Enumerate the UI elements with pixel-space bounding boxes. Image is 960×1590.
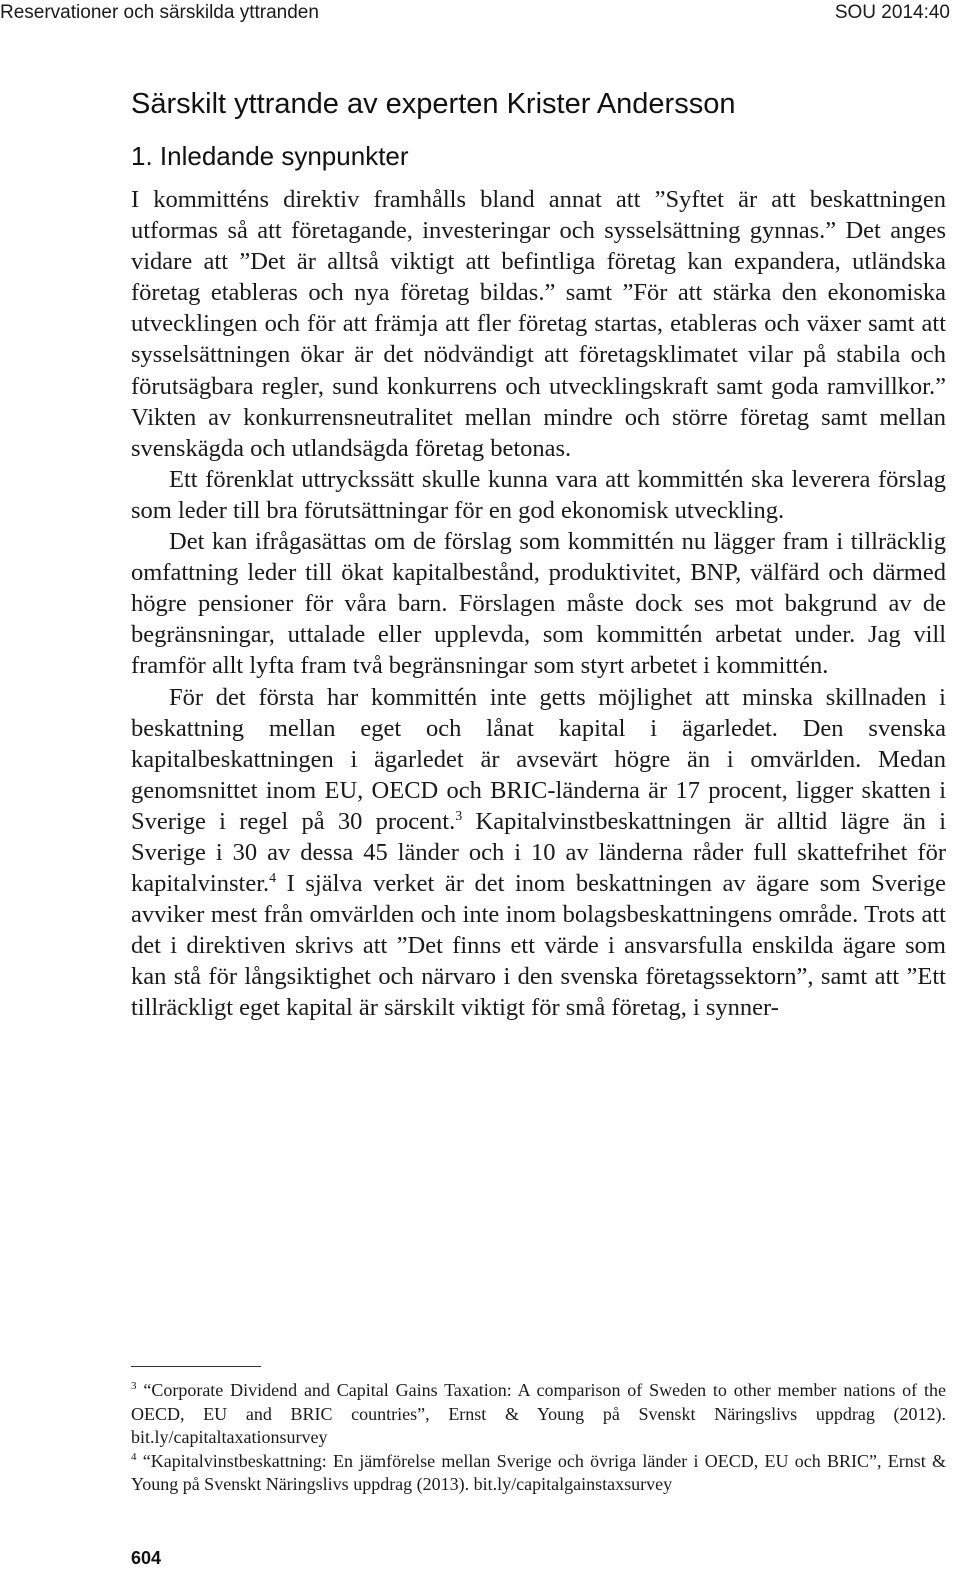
paragraph-4-part-c: I själva verket är det inom beskattningen av ägare som Sverige avviker mest från omvärlden och inte inom bolagsbeskattningens område. Trots att det i direktiven skrivs att ”Det finns ett värde i ansvarsfulla enskilda ägare som kan stå för långsiktighet och närvaro i den svenska företagssektorn”, samt att ”Ett tillräckligt eget kapital är särskilt viktigt för små företag, i synner- [131,870,946,1022]
paragraph-4-part-a: För det första har kommittén inte getts möjlighet att minska skillnaden i beskattning mellan eget och lånat kapital i ägarledet. Den svenska kapitalbeskattningen i ägarledet är avsevärt högre än i omvärlden. Medan genomsnittet inom EU, OECD och BRIC-länderna är 17 procent, ligger skatten i Sverige i regel på 30 procent. [131,683,946,835]
footnote-number: 4 [131,1450,137,1463]
footnote-text: “Corporate Dividend and Capital Gains Taxation: A comparison of Sweden to other member nations of the OECD, EU and BRIC countries”, Ernst & Young på Svenskt Näringslivs uppdrag (2012). bit.ly/capitaltaxationsurvey [131,1380,946,1447]
footnote-4 [131,1450,946,1497]
paragraph-2: Ett förenklat uttryckssätt skulle kunna vara att kommittén ska leverera förslag som leder till bra förutsättningar för en god ekonomisk utveckling. [131,465,946,524]
running-header [0,0,960,30]
paragraph-4-part-b: Kapitalvinstbeskattningen är alltid lägre än i Sverige i 30 av dessa 45 länder och i 10 av länderna råder full skattefrihet för kapitalvinster. [131,807,946,898]
main-content [131,84,946,1024]
paragraph-4 [131,682,946,1024]
paragraph-1: I kommitténs direktiv framhålls bland annat att ”Syftet är att beskattningen utformas så att företagande, investeringar och sysselsättning gynnas.” Det anges vidare att ”Det är alltså viktigt att befintliga företag kan expandera, utländska företag etableras och nya företag bildas.” samt ”För att stärka den ekonomiska utvecklingen och för att främja att fler företag startas, etableras och växer samt att sysselsättningen ökar är det nödvändigt att företagsklimatet vilar på stabila och förutsägbara regler, sund konkurrens och utvecklingskraft samt goda ramvillkor.” Vikten av konkurrensneutralitet mellan mindre och större företag samt mellan svenskägda och utlandsägda företag betonas. [131,186,946,462]
footnote-number: 3 [131,1380,137,1392]
footnote-ref-3: 3 [455,808,463,824]
footnotes [131,1366,946,1497]
footnote-ref-4: 4 [269,870,277,886]
footnote-3 [131,1379,946,1450]
header-chapter-title: Reservationer och särskilda yttranden [0,2,319,23]
header-report-id: SOU 2014:40 [834,2,950,23]
paragraph-3: Det kan ifrågasättas om de förslag som kommittén nu lägger fram i tillräcklig omfattning leder till ökat kapitalbestånd, produktivitet, BNP, välfärd och därmed högre pensioner för våra barn. Förslagen måste dock ses mot bakgrund av de begränsningar, uttalade eller upplevda, som kommittén arbetat under. Jag vill framför allt lyfta fram två begränsningar som styrt arbetet i kommittén. [131,528,946,680]
page-number: 604 [131,1548,162,1568]
footnote-text: “Kapitalvinstbeskattning: En jämförelse mellan Sverige och övriga länder i OECD, EU och BRIC”, Ernst & Young på Svenskt Näringslivs uppdrag (2013). bit.ly/capitalgainstaxsurvey [131,1450,946,1494]
page-title: Särskilt yttrande av experten Krister Andersson [131,88,736,120]
section-heading: 1. Inledande synpunkter [131,141,409,171]
footnote-rule [131,1366,261,1367]
